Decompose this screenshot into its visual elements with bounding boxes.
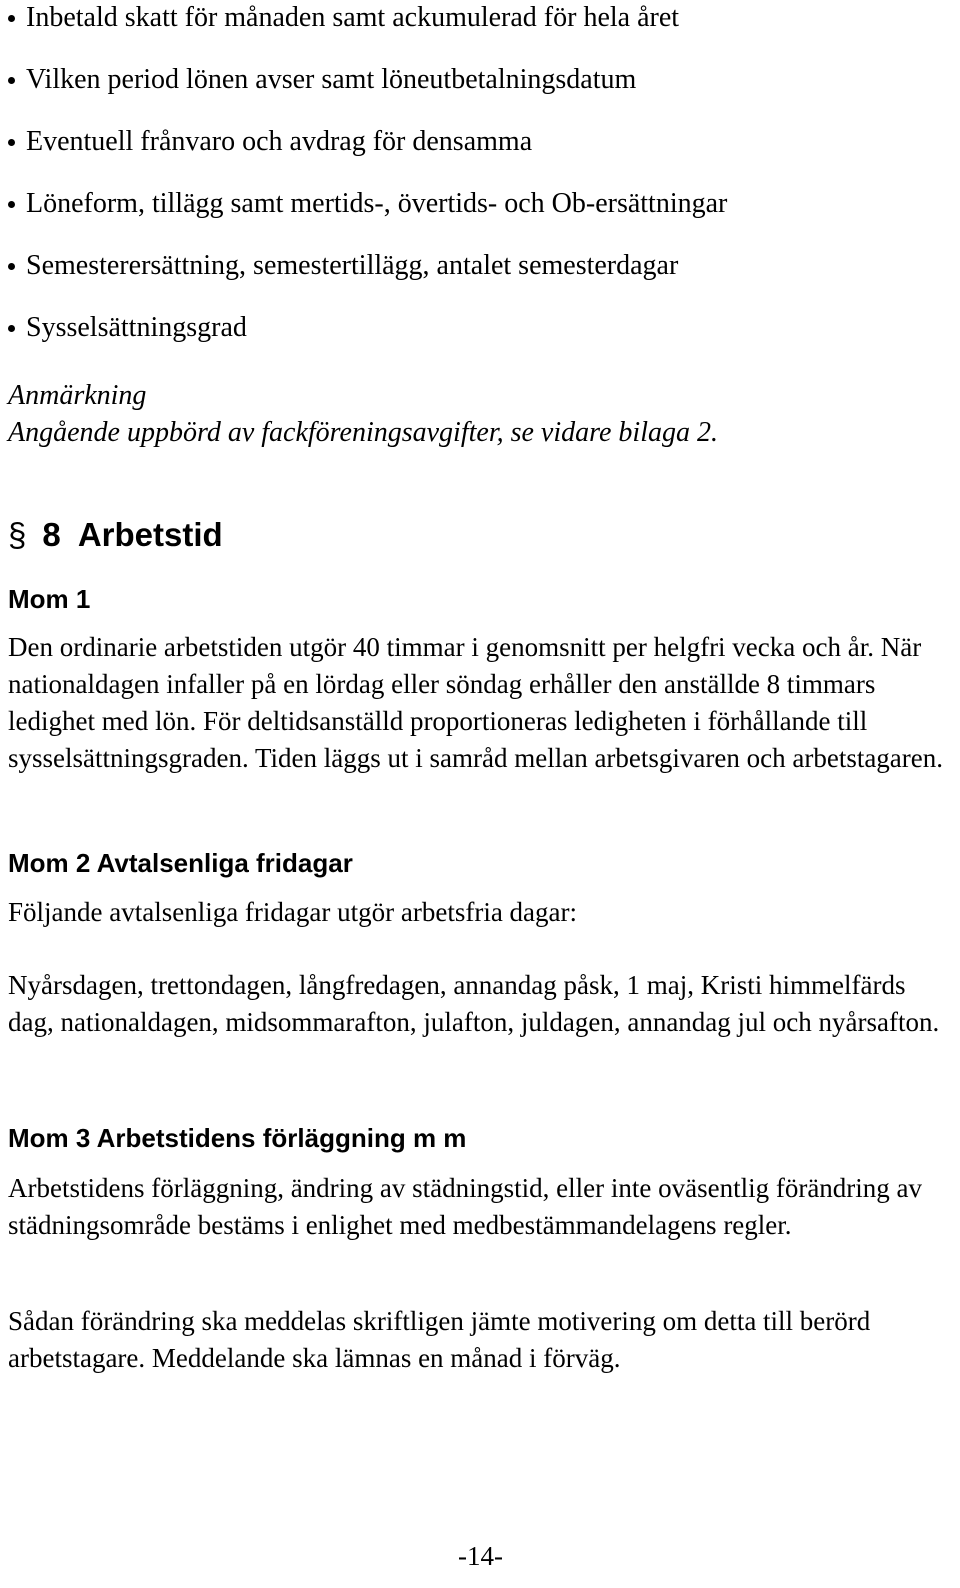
- list-item: Eventuell frånvaro och avdrag för densamma: [8, 124, 948, 186]
- section-symbol: §: [8, 516, 27, 553]
- note-block: [8, 377, 718, 451]
- list-item: Löneform, tillägg samt mertids-, övertids- och Ob-ersättningar: [8, 186, 948, 248]
- mom1-heading: Mom 1: [8, 584, 91, 614]
- bullet-icon: [8, 15, 15, 22]
- mom3-heading: Mom 3 Arbetstidens förläggning m m: [8, 1123, 467, 1153]
- bullet-icon: [8, 201, 15, 208]
- section-heading: [8, 513, 223, 557]
- list-item: Vilken period lönen avser samt löneutbetalningsdatum: [8, 62, 948, 124]
- section-title: 8 Arbetstid: [42, 516, 223, 553]
- mom2-days: Nyårsdagen, trettondagen, långfredagen, annandag påsk, 1 maj, Kristi himmelfärds dag, nationaldagen, midsommarafton, julafton, juldagen, annandag jul och nyårsafton.: [8, 970, 940, 1037]
- document-page: [8, 0, 948, 1373]
- note-title: Anmärkning: [8, 380, 147, 411]
- bullet-icon: [8, 325, 15, 332]
- bullet-icon: [8, 263, 15, 270]
- mom1-text: Den ordinarie arbetstiden utgör 40 timmar i genomsnitt per helgfri vecka och år. När nationaldagen infaller på en lördag eller söndag erhåller den anställde 8 timmars ledighet med lön. För deltidsanställd proportioneras ledigheten i förhållande till sysselsättningsgraden. Tiden läggs ut i samråd mellan arbetsgivaren och arbetstagaren.: [8, 632, 944, 773]
- page-number: -14-: [458, 1541, 503, 1571]
- mom3-text-1: Arbetstidens förläggning, ändring av städningstid, eller inte oväsentlig förändring av städningsområde bestäms i enlighet med medbestämmandelagens regler.: [8, 1173, 923, 1240]
- list-item: Sysselsättningsgrad: [8, 310, 948, 372]
- mom2-heading: Mom 2 Avtalsenliga fridagar: [8, 848, 353, 878]
- mom3-text-2: Sådan förändring ska meddelas skriftligen jämte motivering om detta till berörd arbetstagare. Meddelande ska lämnas en månad i förväg.: [8, 1306, 871, 1373]
- bullet-icon: [8, 77, 15, 84]
- mom2-intro: Följande avtalsenliga fridagar utgör arbetsfria dagar:: [8, 897, 578, 927]
- payslip-item-list: [8, 0, 948, 372]
- list-item: Semesterersättning, semestertillägg, antalet semesterdagar: [8, 248, 948, 310]
- note-text: Angående uppbörd av fackföreningsavgifter, se vidare bilaga 2.: [8, 417, 718, 448]
- list-item: Inbetald skatt för månaden samt ackumulerad för hela året: [8, 0, 948, 62]
- bullet-icon: [8, 139, 15, 146]
